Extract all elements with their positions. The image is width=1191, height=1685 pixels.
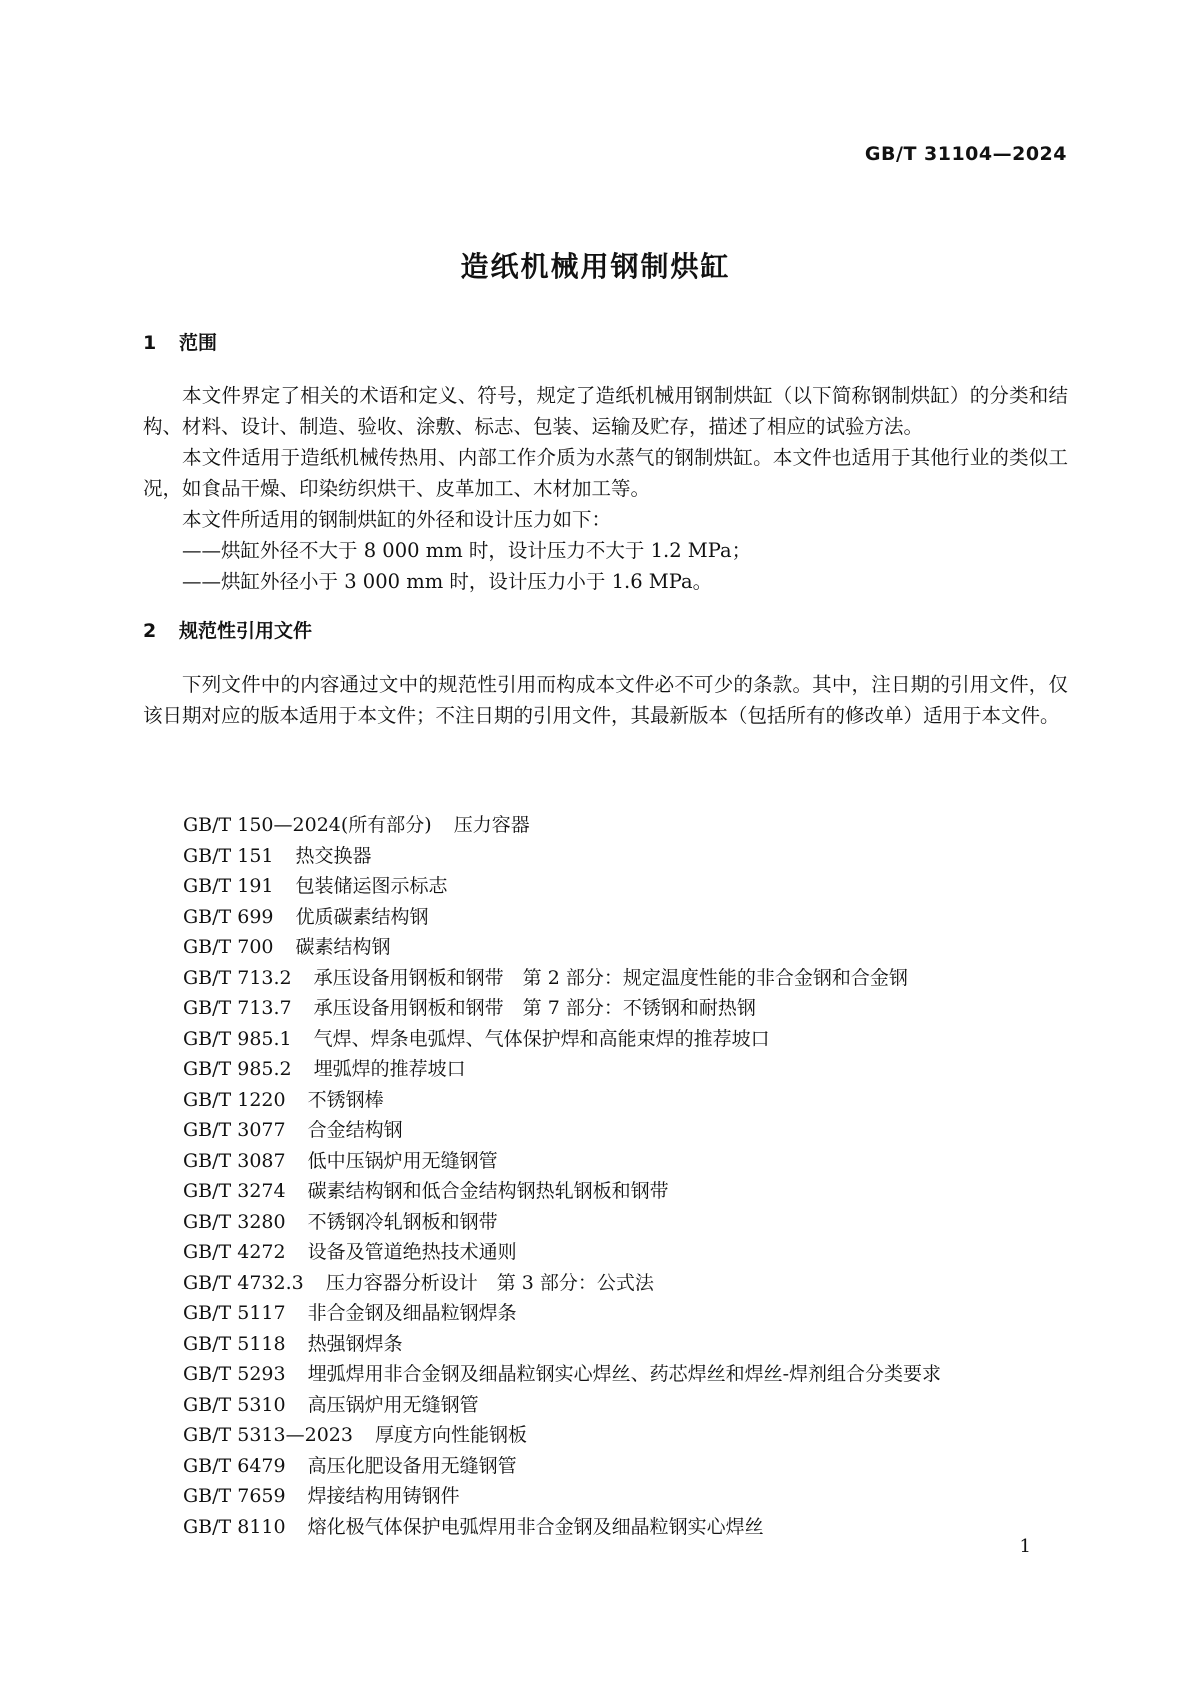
reference-title: 气焊、焊条电弧焊、气体保护焊和高能束焊的推荐坡口 — [313, 1027, 770, 1050]
reference-item — [183, 1146, 1063, 1177]
reference-code: GB/T 6479 — [183, 1454, 286, 1477]
references-intro: 下列文件中的内容通过文中的规范性引用而构成本文件必不可少的条款。其中，注日期的引用文件，仅该日期对应的版本适用于本文件；不注日期的引用文件，其最新版本（包括所有的修改单）适用于本文件。 — [143, 673, 1068, 727]
reference-title: 高压化肥设备用无缝钢管 — [307, 1454, 517, 1477]
reference-list — [183, 810, 1063, 1542]
reference-code: GB/T 5293 — [183, 1363, 286, 1385]
scope-list-item-2: ——烘缸外径小于 3 000 mm 时，设计压力小于 1.6 MPa。 — [182, 570, 713, 593]
reference-title: 不锈钢冷轧钢板和钢带 — [307, 1210, 498, 1233]
reference-item — [183, 1115, 1063, 1146]
reference-item — [183, 1481, 1063, 1512]
standard-code: GB/T 31104—2024 — [864, 143, 1067, 165]
section-1-number: 1 — [143, 332, 157, 354]
reference-item — [183, 1451, 1063, 1482]
section-2-number: 2 — [143, 620, 157, 642]
scope-paragraph-1: 本文件界定了相关的术语和定义、符号，规定了造纸机械用钢制烘缸（以下简称钢制烘缸）的分类和结构、材料、设计、制造、验收、涂敷、标志、包装、运输及贮存，描述了相应的试验方法。 — [143, 384, 1068, 438]
reference-code: GB/T 699 — [183, 905, 274, 928]
reference-code: GB/T 8110 — [183, 1515, 286, 1538]
reference-title: 包装储运图示标志 — [295, 875, 448, 897]
reference-code: GB/T 1220 — [183, 1088, 286, 1111]
reference-code: GB/T 5310 — [183, 1393, 286, 1416]
reference-item — [183, 1054, 1063, 1085]
reference-title: 设备及管道绝热技术通则 — [307, 1241, 517, 1263]
reference-item — [183, 993, 1063, 1024]
reference-item — [183, 1329, 1063, 1360]
reference-item — [183, 1207, 1063, 1238]
reference-item — [183, 841, 1063, 872]
reference-item — [183, 1237, 1063, 1268]
reference-title: 承压设备用钢板和钢带 第 2 部分：规定温度性能的非合金钢和合金钢 — [313, 966, 908, 989]
reference-item — [183, 1085, 1063, 1116]
reference-title: 高压锅炉用无缝钢管 — [307, 1393, 479, 1416]
reference-title: 厚度方向性能钢板 — [374, 1424, 527, 1446]
reference-code: GB/T 4732.3 — [183, 1271, 304, 1294]
reference-item — [183, 1512, 1063, 1543]
reference-code: GB/T 191 — [183, 875, 274, 897]
reference-title: 热强钢焊条 — [307, 1332, 403, 1355]
reference-item — [183, 1024, 1063, 1055]
reference-item — [183, 932, 1063, 963]
reference-item — [183, 1359, 1063, 1390]
reference-item — [183, 963, 1063, 994]
reference-code: GB/T 5117 — [183, 1302, 286, 1324]
reference-title: 焊接结构用铸钢件 — [307, 1485, 460, 1507]
reference-title: 碳素结构钢和低合金结构钢热轧钢板和钢带 — [307, 1180, 669, 1202]
reference-code: GB/T 151 — [183, 844, 274, 867]
reference-code: GB/T 713.7 — [183, 997, 292, 1019]
reference-code: GB/T 3087 — [183, 1149, 286, 1172]
reference-title: 熔化极气体保护电弧焊用非合金钢及细晶粒钢实心焊丝 — [307, 1515, 764, 1538]
section-1-title: 范围 — [179, 332, 218, 354]
reference-code: GB/T 150—2024(所有部分) — [183, 814, 432, 836]
reference-item — [183, 1176, 1063, 1207]
reference-code: GB/T 7659 — [183, 1485, 286, 1507]
scope-list-item-1: ——烘缸外径不大于 8 000 mm 时，设计压力不大于 1.2 MPa； — [182, 539, 752, 562]
page-number: 1 — [1019, 1536, 1031, 1557]
reference-title: 非合金钢及细晶粒钢焊条 — [307, 1302, 517, 1324]
reference-title: 合金结构钢 — [307, 1119, 403, 1141]
reference-item — [183, 810, 1063, 841]
scope-paragraph-2: 本文件适用于造纸机械传热用、内部工作介质为水蒸气的钢制烘缸。本文件也适用于其他行业的类似工况，如食品干燥、印染纺织烘干、皮革加工、木材加工等。 — [143, 446, 1068, 500]
reference-title: 埋弧焊的推荐坡口 — [313, 1058, 466, 1080]
reference-item — [183, 1298, 1063, 1329]
reference-code: GB/T 700 — [183, 936, 274, 958]
section-2-heading — [143, 616, 312, 643]
reference-item — [183, 1268, 1063, 1299]
section-2-body — [143, 669, 1068, 731]
reference-item — [183, 1420, 1063, 1451]
reference-code: GB/T 3274 — [183, 1180, 286, 1202]
reference-code: GB/T 3280 — [183, 1210, 286, 1233]
scope-paragraph-3: 本文件所适用的钢制烘缸的外径和设计压力如下： — [182, 508, 612, 531]
reference-item — [183, 871, 1063, 902]
reference-code: GB/T 985.1 — [183, 1027, 292, 1050]
reference-code: GB/T 3077 — [183, 1119, 286, 1141]
reference-title: 压力容器分析设计 第 3 部分：公式法 — [325, 1271, 654, 1294]
reference-title: 优质碳素结构钢 — [295, 905, 429, 928]
reference-code: GB/T 985.2 — [183, 1058, 292, 1080]
reference-code: GB/T 5313—2023 — [183, 1424, 353, 1446]
reference-title: 承压设备用钢板和钢带 第 7 部分：不锈钢和耐热钢 — [313, 997, 756, 1019]
reference-title: 压力容器 — [453, 814, 530, 836]
section-1-body — [143, 380, 1068, 597]
reference-title: 热交换器 — [295, 844, 372, 867]
reference-title: 低中压锅炉用无缝钢管 — [307, 1149, 498, 1172]
reference-code: GB/T 713.2 — [183, 966, 292, 989]
reference-title: 埋弧焊用非合金钢及细晶粒钢实心焊丝、药芯焊丝和焊丝-焊剂组合分类要求 — [307, 1363, 942, 1385]
reference-code: GB/T 4272 — [183, 1241, 286, 1263]
reference-title: 碳素结构钢 — [295, 936, 391, 958]
reference-item — [183, 902, 1063, 933]
section-2-title: 规范性引用文件 — [179, 620, 313, 642]
document-title: 造纸机械用钢制烘缸 — [460, 250, 731, 283]
reference-title: 不锈钢棒 — [307, 1088, 384, 1111]
reference-code: GB/T 5118 — [183, 1332, 286, 1355]
section-1-heading — [143, 328, 217, 355]
reference-item — [183, 1390, 1063, 1421]
